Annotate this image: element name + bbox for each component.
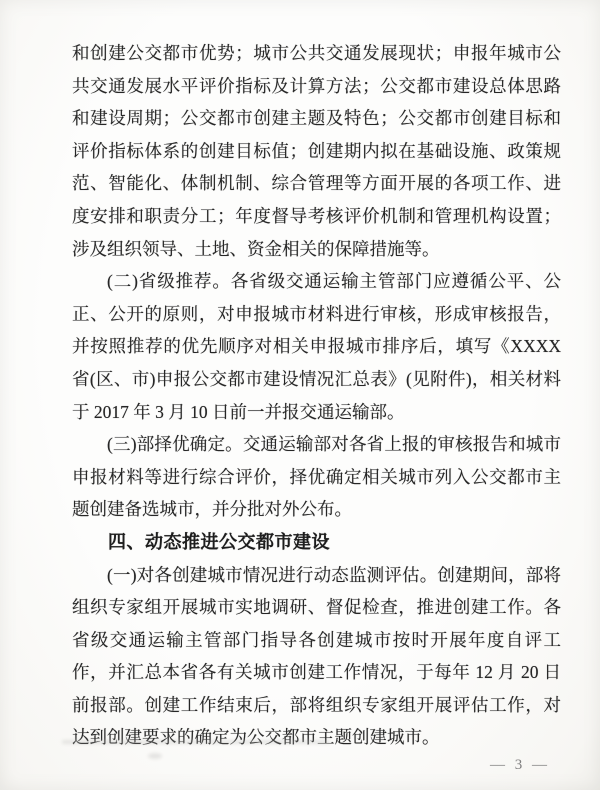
document-body	[72, 37, 561, 754]
page-number: — 3 —	[490, 757, 550, 773]
paragraph-application-contents: 和创建公交都市优势；城市公共交通发展现状；申报年城市公共交通发展水平评价指标及计算方法；公交都市建设总体思路和建设周期；公交都市创建主题及特色；公交都市创建目标和评价指标体系的创建目标值；创建期内拟在基础设施、政策规范、智能化、体制机制、综合管理等方面开展的各项工作、进度安排和职责分工；年度督导考核评价机制和管理机构设置；涉及组织领导、土地、资金相关的保障措施等。	[72, 43, 561, 259]
scan-artifact-spot	[148, 753, 162, 759]
paragraph-dynamic-monitoring-evaluation: (一)对各创建城市情况进行动态监测评估。创建期间，部将组织专家组开展城市实地调研、督促检查，推进创建工作。各省级交通运输主管部门指导各创建城市按时开展年度自评工作，并汇总本省各有关城市创建工作情况，于每年 12 月 20 日前报部。创建工作结束后，部将组织专家组开展评估工作，对达到创建要求的确定为公交都市主题创建城市。	[72, 564, 561, 748]
paragraph-ministry-selection: (三)部择优确定。交通运输部对各省上报的审核报告和城市申报材料等进行综合评价，择优确定相关城市列入公交都市主题创建备选城市，并分批对外公布。	[72, 434, 561, 520]
scan-artifact-streak	[62, 740, 330, 744]
paragraph-provincial-recommendation: (二)省级推荐。各省级交通运输主管部门应遵循公平、公正、公开的原则，对申报城市材料进行审核，形成审核报告，并按照推荐的优先顺序对相关申报城市排序后，填写《XXXX 省(区、市)申报公交都市建设情况汇总表》(见附件)，相关材料于 2017 年 3 月 10 日前一并报交通运输部。	[72, 271, 561, 422]
section-heading-dynamic-promotion: 四、动态推进公交都市建设	[108, 531, 330, 552]
